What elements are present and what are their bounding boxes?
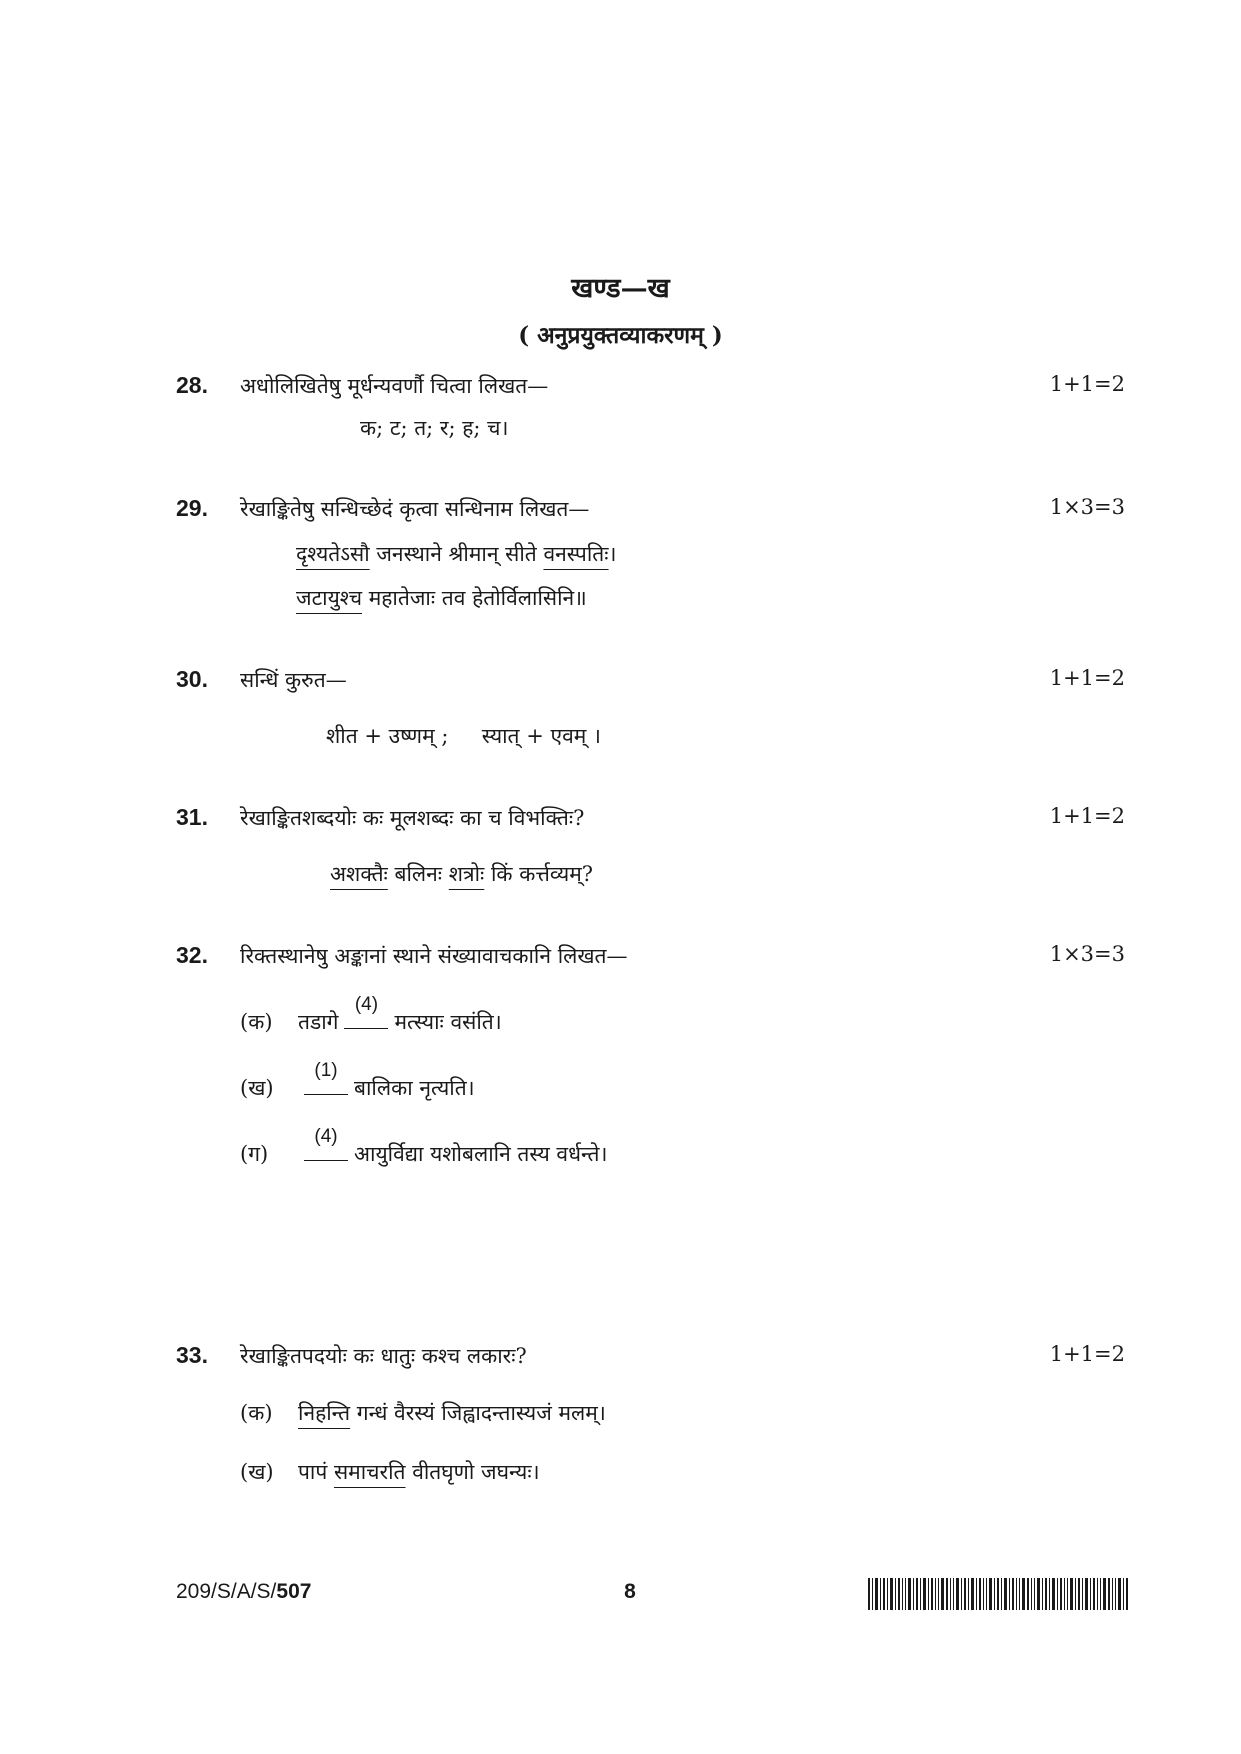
sentence-text: किं कर्त्तव्यम्? bbox=[484, 862, 594, 886]
question-text: सन्धिं कुरुत— bbox=[240, 668, 347, 692]
sub-question-a bbox=[240, 1399, 606, 1427]
question-number: 31. bbox=[176, 804, 208, 830]
underlined-word: जटायुश्च bbox=[296, 586, 363, 610]
numeric-blank bbox=[304, 1126, 348, 1161]
question-text: रेखाङ्कितेषु सन्धिच्छेदं कृत्वा सन्धिनाम लिखत— bbox=[240, 497, 590, 521]
sub-question-c bbox=[240, 1126, 608, 1168]
sentence-text: गन्धं वैरस्यं जिह्वादन्तास्यजं मलम्। bbox=[350, 1401, 606, 1425]
verse-line-2 bbox=[296, 584, 587, 612]
underlined-word: दृश्यतेऽसौ bbox=[296, 542, 370, 566]
sentence-text: बलिनः bbox=[387, 862, 449, 886]
question-marks: 1+1=2 bbox=[1049, 372, 1125, 396]
sentence-text: पापं bbox=[298, 1460, 334, 1484]
section-subtitle: ( अनुप्रयुक्तव्याकरणम् ) bbox=[518, 322, 723, 349]
sub-label: (ख) bbox=[240, 1460, 274, 1484]
numeric-blank bbox=[344, 994, 388, 1029]
blank-number: (1) bbox=[314, 1060, 338, 1081]
question-number: 28. bbox=[176, 372, 208, 398]
question-number: 32. bbox=[176, 942, 208, 968]
underlined-word: निहन्ति bbox=[298, 1401, 351, 1425]
question-text: रेखाङ्कितशब्दयोः कः मूलशब्दः का च विभक्तिः? bbox=[240, 806, 585, 830]
barcode-icon bbox=[868, 1578, 1130, 1610]
section-title: खण्ड—ख bbox=[571, 273, 670, 304]
answer-line bbox=[330, 860, 593, 888]
question-marks: 1+1=2 bbox=[1049, 666, 1125, 690]
underlined-word: शत्रोः bbox=[448, 862, 485, 886]
sub-question-b bbox=[240, 1458, 540, 1486]
sub-question-a bbox=[240, 994, 502, 1036]
sub-label: (क) bbox=[240, 1401, 273, 1425]
question-text: अधोलिखितेषु मूर्धन्यवर्णौ चित्वा लिखत— bbox=[240, 374, 549, 398]
underlined-word: अशक्तैः bbox=[330, 862, 388, 886]
question-marks: 1×3=3 bbox=[1049, 495, 1125, 519]
underlined-word: वनस्पतिः bbox=[543, 542, 609, 566]
question-text: रेखाङ्कितपदयोः कः धातुः कश्च लकारः? bbox=[240, 1344, 527, 1368]
question-number: 33. bbox=[176, 1342, 208, 1368]
sentence-text: मत्स्याः वसंति। bbox=[394, 1010, 502, 1034]
underlined-word: समाचरति bbox=[333, 1460, 406, 1484]
question-text: रिक्तस्थानेषु अङ्कानां स्थाने संख्यावाचकानि लिखत— bbox=[240, 944, 628, 968]
question-number: 29. bbox=[176, 495, 208, 521]
blank-number: (4) bbox=[314, 1126, 338, 1147]
paper-code-prefix: 209/S/A/S/ bbox=[176, 1580, 277, 1603]
sentence-text: वीतघृणो जघन्यः। bbox=[405, 1460, 540, 1484]
sub-label: (ग) bbox=[240, 1142, 269, 1166]
question-marks: 1×3=3 bbox=[1049, 942, 1125, 966]
numeric-blank bbox=[304, 1060, 348, 1095]
answer-line: शीत + उष्णम् ; स्यात् + एवम् । bbox=[326, 724, 601, 748]
sentence-text: तडागे bbox=[298, 1010, 339, 1034]
sub-label: (क) bbox=[240, 1010, 273, 1034]
verse-text: महातेजाः तव हेतोर्विलासिनि॥ bbox=[362, 586, 587, 610]
blank-number: (4) bbox=[354, 994, 379, 1015]
verse-text: जनस्थाने श्रीमान् सीते bbox=[369, 542, 544, 566]
question-number: 30. bbox=[176, 666, 208, 692]
sub-label: (ख) bbox=[240, 1076, 274, 1100]
verse-text: । bbox=[608, 542, 617, 566]
sentence-text: बालिका नृत्यति। bbox=[354, 1076, 475, 1100]
verse-line-1 bbox=[296, 540, 617, 568]
sentence-text: आयुर्विद्या यशोबलानि तस्य वर्धन्ते। bbox=[354, 1142, 608, 1166]
answer-line: क; ट; त; र; ह; च। bbox=[360, 416, 509, 440]
question-marks: 1+1=2 bbox=[1049, 1342, 1125, 1366]
paper-code-number: 507 bbox=[276, 1580, 312, 1603]
sub-question-b bbox=[240, 1060, 475, 1102]
question-marks: 1+1=2 bbox=[1049, 804, 1125, 828]
page-number: 8 bbox=[624, 1580, 636, 1603]
